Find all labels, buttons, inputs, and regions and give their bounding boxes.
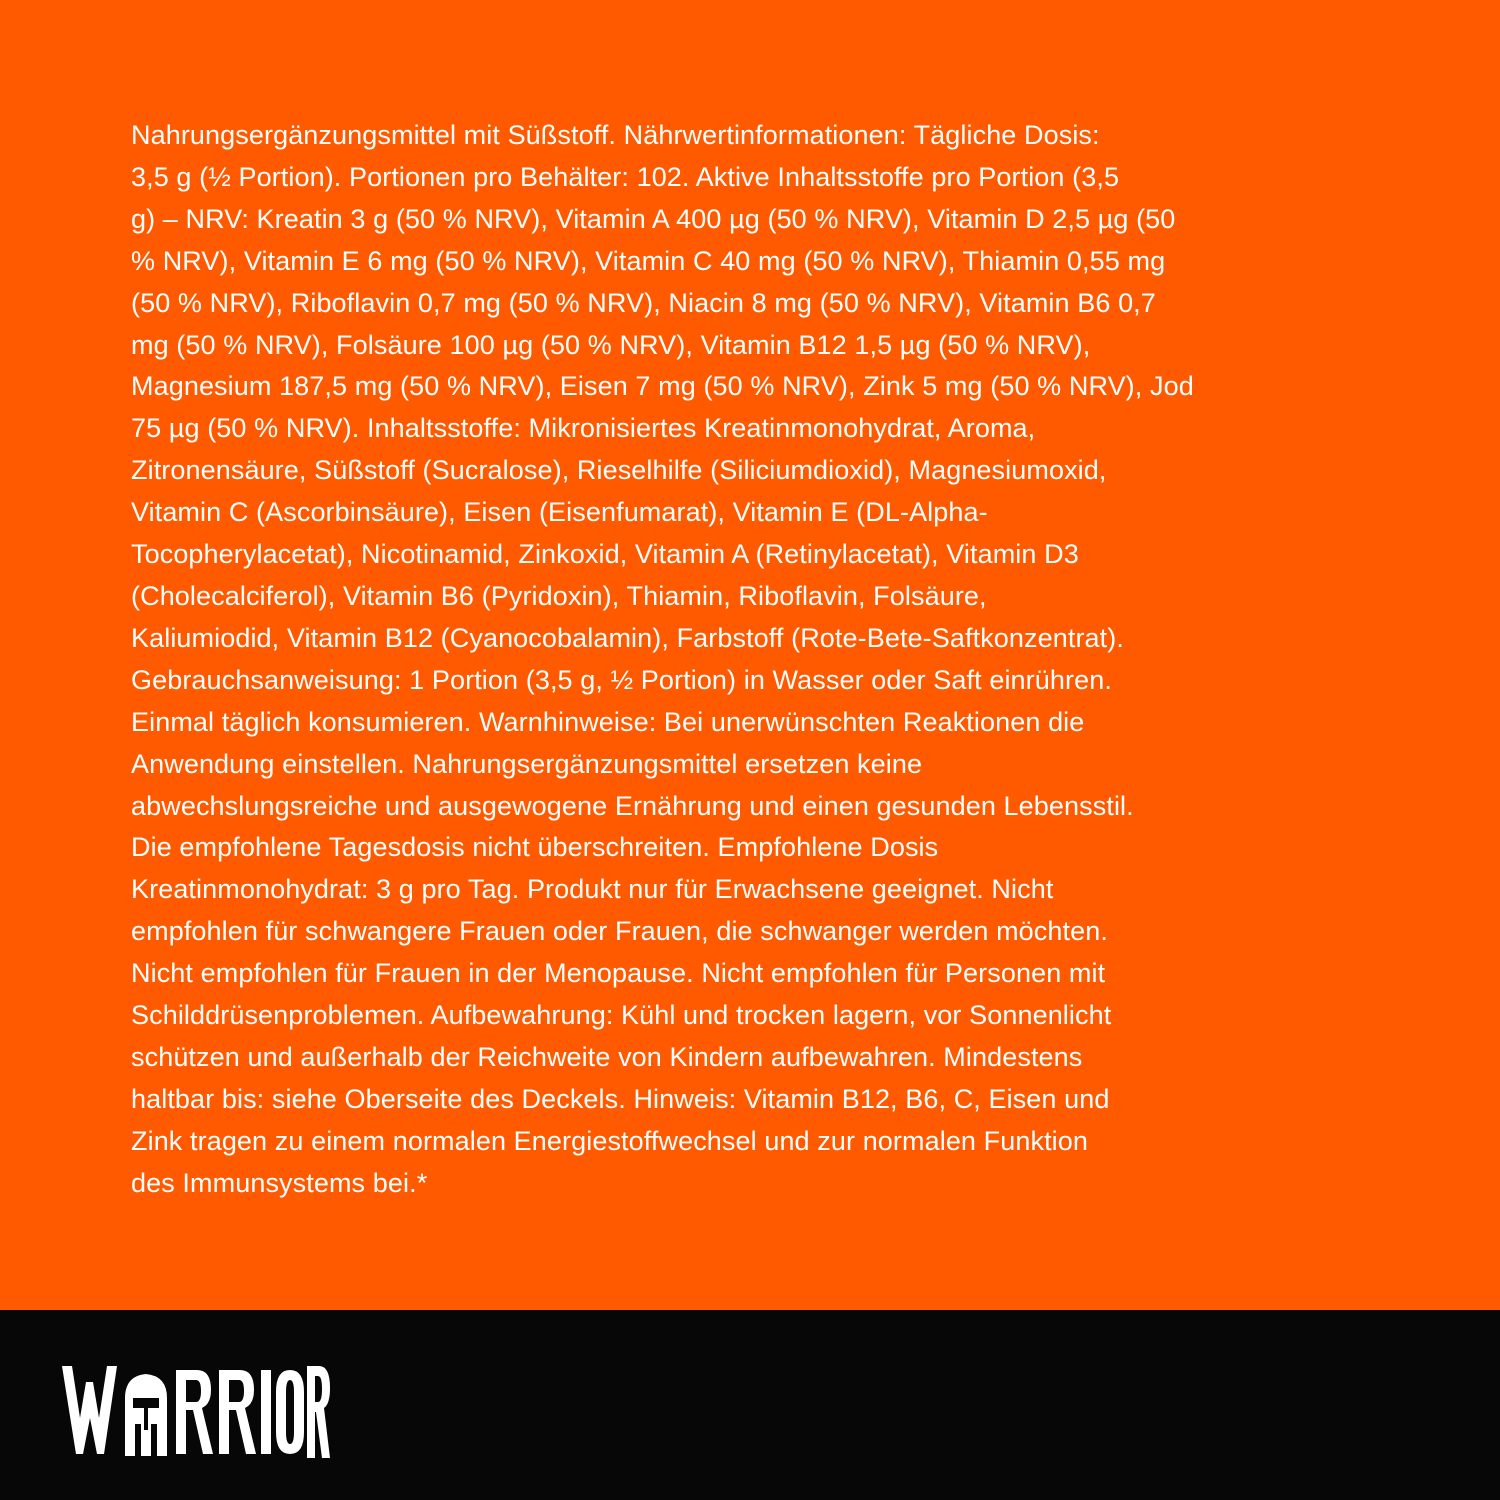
product-label-text: Nahrungsergänzungsmittel mit Süßstoff. Nährwertinformationen: Tägliche Dosis: 3,5 g (½ Portion). Portionen pro Behälter: 102. Aktive Inhaltsstoffe pro Portion (3,5 g) – NRV: Kreatin 3 g (50 % NRV), Vitamin A 400 µg (50 % NRV), Vitamin D 2,5 µg (50 % NRV), Vitamin E 6 mg (50 % NRV), Vitamin C 40 mg (50 % NRV), Thiamin 0,55 mg (50 % NRV), Riboflavin 0,7 mg (50 % NRV), Niacin 8 mg (50 % NRV), Vitamin B6 0,7 mg (50 % NRV), Folsäure 100 µg (50 % NRV), Vitamin B12 1,5 µg (50 % NRV), Magnesium 187,5 mg (50 % NRV), Eisen 7 mg (50 % NRV), Zink 5 mg (50 % NRV), Jod 75 µg (50 % NRV). Inhaltsstoffe: Mikronisiertes Kreatinmonohydrat, Aroma, Zitronensäure, Süßstoff (Sucralose), Rieselhilfe (Siliciumdioxid), Magnesiumoxid, Vitamin C (Ascorbinsäure), Eisen (Eisenfumarat), Vitamin E (DL-Alpha- Tocopherylacetat), Nicotinamid, Zinkoxid, Vitamin A (Retinylacetat), Vitamin D3 (Cholecalciferol), Vitamin B6 (Pyridoxin), Thiamin, Riboflavin, Folsäure, Kaliumiodid, Vitamin B12 (Cyanocobalamin), Farbstoff (Rote-Bete-Saftkonzentrat). Gebrauchsanweisung: 1 Portion (3,5 g, ½ Portion) in Wasser oder Saft einrühren. Einmal täglich konsumieren. Warnhinweise: Bei unerwünschten Reaktionen die Anwendung einstellen. Nahrungsergänzungsmittel ersetzen keine abwechslungsreiche und ausgewogene Ernährung und einen gesunden Lebensstil. Die empfohlene Tagesdosis nicht überschreiten. Empfohlene Dosis Kreatinmonohydrat: 3 g pro Tag. Produkt nur für Erwachsene geeignet. Nicht empfohlen für schwangere Frauen oder Frauen, die schwanger werden möchten. Nicht empfohlen für Frauen in der Menopause. Nicht empfohlen für Personen mit Schilddrüsenproblemen. Aufbewahrung: Kühl und trocken lagern, vor Sonnenlicht schützen und außerhalb der Reichweite von Kindern aufbewahren. Mindestens haltbar bis: siehe Oberseite des Deckels. Hinweis: Vitamin B12, B6, C, Eisen und Zink tragen zu einem normalen Energiestoffwechsel und zur normalen Funktion des Immunsystems bei.* <box>131 120 1194 1198</box>
warrior-logo <box>62 1362 330 1462</box>
